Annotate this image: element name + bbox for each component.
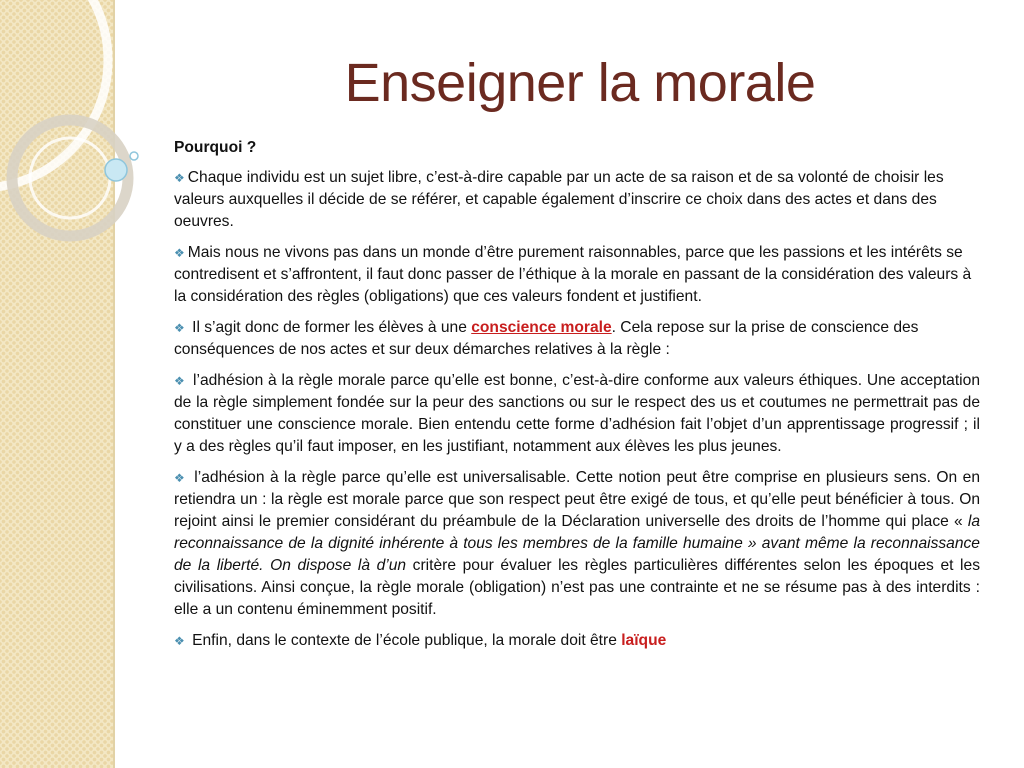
slide-title: Enseigner la morale: [344, 53, 816, 113]
sub-paragraph-2: [174, 467, 980, 621]
slide-body: [174, 137, 980, 661]
paragraph-1-text: Chaque individu est un sujet libre, c’est-à-dire capable par un acte de sa raison et de sa volonté de choisir les valeurs auxquelles il décide de se référer, et capable également d’inscrire ce choix dans des actes et dans des oeuvres.: [174, 169, 944, 230]
paragraph-2-text: Mais nous ne vivons pas dans un monde d’être purement raisonnables, parce que les passions et les intérêts se contredisent et s’affrontent, il faut donc passer de l’éthique à la morale en passant de la considération des valeurs à la considération des règles (obligations) que ces valeurs fondent et justifient.: [174, 244, 972, 305]
sub-paragraph-2-italic: la reconnaissance de la dignité inhérente à tous les membres de la famille humaine » avant même la reconnaissance de la liberté. On dispose là d’un: [174, 513, 980, 574]
sub-paragraph-2-text: l’adhésion à la règle parce qu’elle est universalisable. Cette notion peut être comprise en plusieurs sens. On en retiendra un : la règle est morale parce que son respect peut être exigé de tous, et qu’elle peut bénéficier à tous. On rejoint ainsi le premier considérant du préambule de la Déclaration universelle des droits de l’homme qui place «: [174, 469, 981, 530]
paragraph-3-rest: . Cela repose sur la prise de conscience des conséquences de nos actes et sur deux démarches relatives à la règle :: [174, 319, 919, 358]
laique-highlight: laïque: [621, 632, 667, 649]
sub-paragraph-2-rest: critère pour évaluer les règles particulières différentes selon les époques et les civilisations. Ainsi conçue, la règle morale (obligation) n’est pas une contrainte et ne se résume pas à des interdits : elle a un contenu éminemment positif.: [174, 557, 980, 618]
sub-paragraph-1-text: l’adhésion à la règle morale parce qu’elle est bonne, c’est-à-dire conforme aux valeurs éthiques. Une acceptation de la règle simplement fondée sur la peur des sanctions ou sur le respect des us et coutumes ne permettrait pas de constituer une conscience morale. Bien entendu cette forme d’adhésion fait l’objet d’un apprentissage progressif ; il y a des règles qu’il faut imposer, en les justifiant, notamment aux élèves les plus jeunes.: [174, 372, 980, 455]
paragraph-2: [174, 242, 980, 308]
diamond-bullet-icon: ❖: [174, 171, 185, 185]
diamond-bullet-icon: ❖: [174, 374, 186, 388]
diamond-bullet-icon: ❖: [174, 246, 185, 260]
decorative-circles: [0, 0, 180, 330]
blue-dot-large: [105, 159, 127, 181]
conscience-morale-highlight: conscience morale: [471, 319, 612, 336]
diamond-bullet-icon: ❖: [174, 634, 185, 648]
blue-dot-small: [130, 152, 138, 160]
diamond-bullet-icon: ❖: [174, 321, 185, 335]
paragraph-3: [174, 317, 980, 361]
section-heading: Pourquoi ?: [174, 139, 257, 156]
paragraph-1: [174, 167, 980, 233]
sub-paragraph-1: [174, 370, 980, 458]
diamond-bullet-icon: ❖: [174, 471, 186, 485]
paragraph-4-text: Enfin, dans le contexte de l’école publique, la morale doit être: [192, 632, 622, 649]
paragraph-4: [174, 630, 980, 652]
paragraph-3-text: Il s’agit donc de former les élèves à une: [192, 319, 472, 336]
